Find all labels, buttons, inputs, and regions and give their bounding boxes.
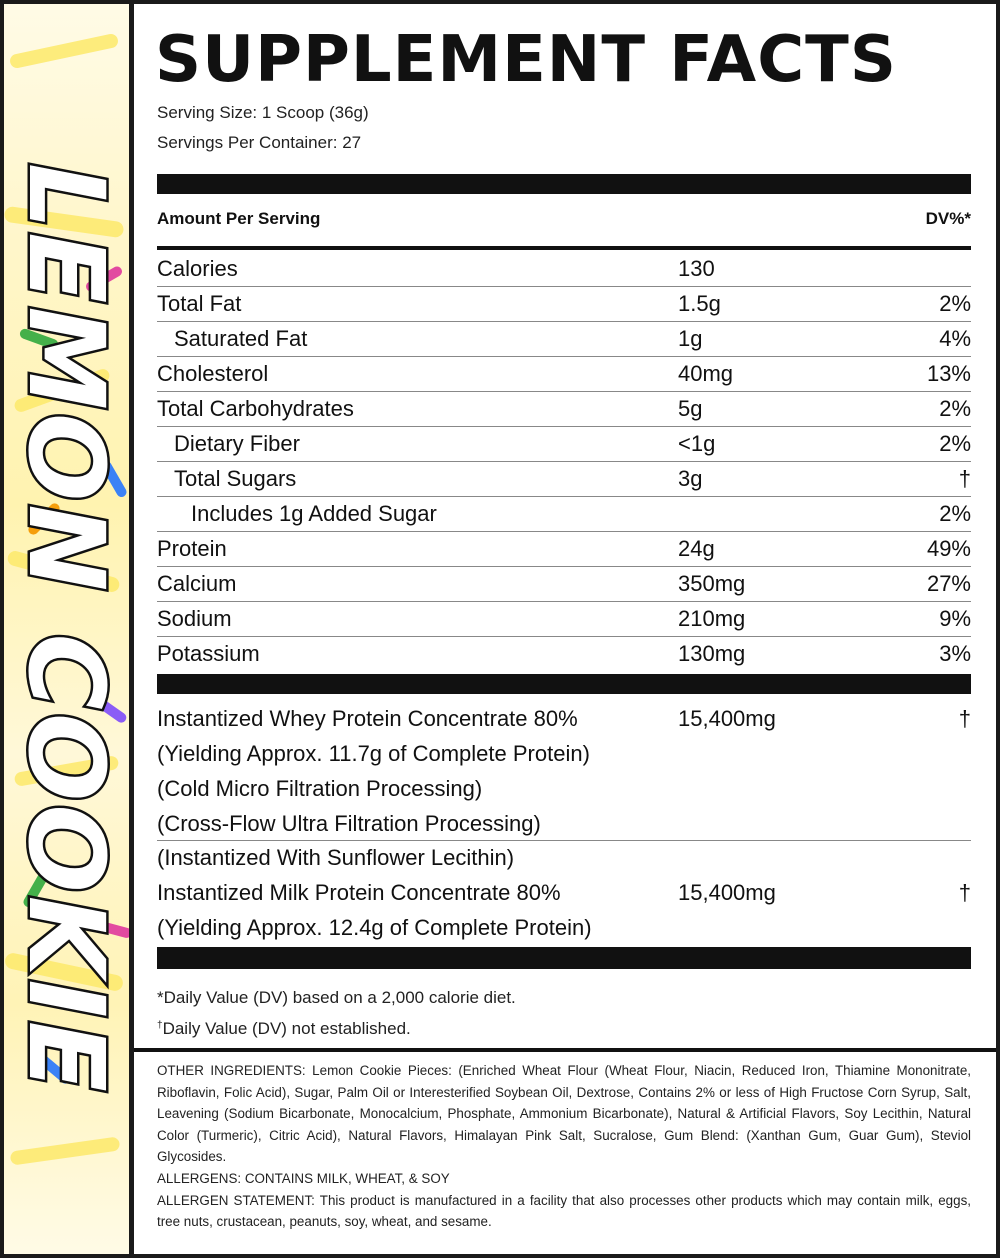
nutrient-name: Total Carbohydrates	[157, 396, 354, 421]
allergen-statement-text: ALLERGEN STATEMENT: This product is manufactured in a facility that also processes other products which may contain milk, eggs, tree nuts, crustacean, peanuts, soy, wheat, and sesame.	[157, 1192, 971, 1230]
nutrient-amount: 3g	[678, 466, 703, 491]
nutrient-row	[157, 497, 971, 532]
blend-line-text: Instantized Whey Protein Concentrate 80%	[157, 706, 578, 731]
nutrient-amount: 350mg	[678, 571, 746, 596]
dagger-footnote	[157, 1011, 411, 1043]
drizzle-decoration	[9, 33, 120, 70]
nutrient-dv: 49%	[926, 536, 971, 561]
blend-line	[157, 840, 971, 875]
nutrient-row	[157, 637, 971, 672]
dv-footnote: *Daily Value (DV) based on a 2,000 calorie diet.	[157, 988, 516, 1007]
nutrient-dv: 3%	[939, 641, 971, 666]
nutrient-name: Calcium	[157, 571, 237, 596]
nutrient-amount: 210mg	[678, 606, 746, 631]
nutrient-name: Total Fat	[157, 291, 242, 316]
blend-line	[157, 910, 971, 945]
nutrient-dv: 4%	[939, 326, 971, 351]
nutrient-dv: 9%	[939, 606, 971, 631]
header-divider	[157, 246, 971, 250]
nutrient-row	[157, 567, 971, 602]
blend-amount: 15,400mg	[678, 706, 776, 731]
serving-size: Serving Size: 1 Scoop (36g)	[157, 103, 369, 122]
nutrient-row	[157, 532, 971, 567]
thick-divider	[157, 174, 971, 194]
nutrient-row	[157, 322, 971, 357]
nutrient-amount: 5g	[678, 396, 703, 421]
blend-line-text: (Instantized With Sunflower Lecithin)	[157, 845, 515, 870]
nutrient-dv: 2%	[939, 291, 971, 316]
amount-header	[157, 204, 971, 234]
nutrient-amount: 1g	[678, 326, 703, 351]
nutrient-row	[157, 427, 971, 462]
nutrient-dv: †	[958, 466, 971, 491]
blend-line-text: (Cross-Flow Ultra Filtration Processing)	[157, 811, 541, 836]
dv-header-label: DV%*	[925, 209, 971, 228]
blend-line	[157, 771, 971, 806]
ingredients-divider	[134, 1048, 996, 1052]
label-title: SUPPLEMENT FACTS	[155, 23, 897, 97]
side-flavor-strip	[4, 4, 129, 1254]
side-divider	[129, 4, 134, 1254]
thick-divider	[157, 947, 971, 969]
nutrient-name: Total Sugars	[174, 466, 297, 491]
nutrient-name: Dietary Fiber	[174, 431, 300, 456]
nutrient-name: Sodium	[157, 606, 232, 631]
nutrient-dv: 27%	[926, 571, 971, 596]
nutrient-row	[157, 392, 971, 427]
blend-dv: †	[958, 706, 971, 731]
blend-line	[157, 736, 971, 771]
nutrient-row	[157, 462, 971, 497]
nutrient-name: Saturated Fat	[174, 326, 308, 351]
blend-line	[157, 806, 971, 841]
nutrient-name: Cholesterol	[157, 361, 269, 386]
nutrient-dv: 2%	[939, 396, 971, 421]
protein-blend-1	[157, 701, 971, 841]
nutrient-amount: 130	[678, 256, 715, 281]
nutrient-row	[157, 602, 971, 637]
drizzle-decoration	[10, 1136, 121, 1165]
other-ingredients-text: OTHER INGREDIENTS: Lemon Cookie Pieces: (Enriched Wheat Flour (Wheat Flour, Niacin, Reduced Iron, Thiamine Mononitrate, Riboflavin, Folic Acid), Sugar, Palm Oil or Interesterified Soybean Oil, Dextrose, Contains 2% or less of High Fructose Corn Syrup, Salt, Leavening (Sodium Bicarbonate, Monocalcium, Phosphate, Ammonium Bicarbonate), Natural & Artificial Flavors, Soy Lecithin, Natural Color (Turmeric), Citric Acid), Natural Flavors, Himalayan Pink Salt, Sucralose, Gum Blend: (Xanthan Gum, Guar Gum), Steviol Glycosides.	[157, 1063, 971, 1165]
nutrient-dv: 2%	[939, 501, 971, 526]
blend-line	[157, 875, 971, 910]
nutrient-dv: 2%	[939, 431, 971, 456]
nutrient-amount: 130mg	[678, 641, 746, 666]
servings-per-container: Servings Per Container: 27	[157, 133, 362, 152]
blend-dv: †	[958, 880, 971, 905]
nutrient-amount: 1.5g	[678, 291, 721, 316]
nutrient-name: Includes 1g Added Sugar	[191, 501, 437, 526]
amount-per-serving-label: Amount Per Serving	[157, 209, 321, 228]
dagger-footnote-text: Daily Value (DV) not established.	[162, 1019, 411, 1038]
nutrient-amount: <1g	[678, 431, 716, 456]
nutrient-name: Potassium	[157, 641, 260, 666]
blend-line	[157, 701, 971, 736]
nutrient-row	[157, 287, 971, 322]
protein-blend-2	[157, 840, 971, 945]
nutrient-amount: 24g	[678, 536, 715, 561]
nutrient-row	[157, 252, 971, 287]
nutrient-amount: 40mg	[678, 361, 734, 386]
nutrient-name: Protein	[157, 536, 227, 561]
nutrient-table	[157, 252, 971, 672]
nutrient-dv: 13%	[926, 361, 971, 386]
nutrient-name: Calories	[157, 256, 238, 281]
allergens-text: ALLERGENS: CONTAINS MILK, WHEAT, & SOY	[157, 1170, 450, 1186]
blend-line-text: (Cold Micro Filtration Processing)	[157, 776, 483, 801]
flavor-title: LEMON COOKIE	[5, 163, 127, 1095]
dagger-symbol: †	[157, 1020, 163, 1031]
nutrient-row	[157, 357, 971, 392]
other-ingredients-block	[157, 1060, 971, 1233]
blend-line-text: (Yielding Approx. 12.4g of Complete Protein)	[157, 915, 592, 940]
thick-divider	[157, 674, 971, 694]
blend-amount: 15,400mg	[678, 880, 776, 905]
blend-line-text: Instantized Milk Protein Concentrate 80%	[157, 880, 561, 905]
blend-line-text: (Yielding Approx. 11.7g of Complete Protein)	[157, 741, 590, 766]
